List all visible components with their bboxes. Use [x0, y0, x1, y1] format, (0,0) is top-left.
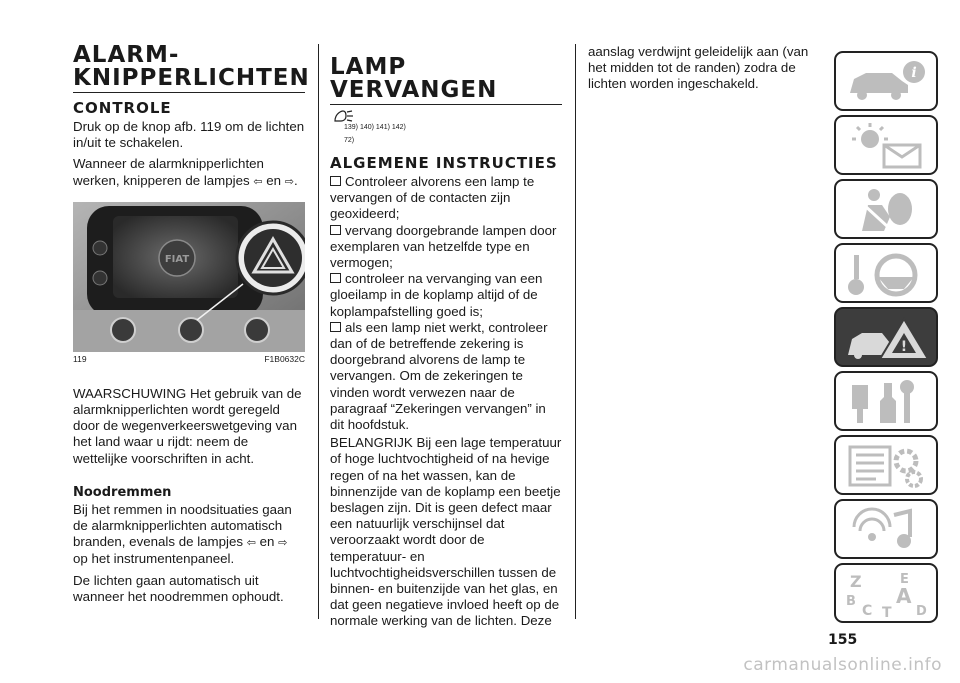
paragraph-indicators: [73, 156, 305, 189]
multimedia-icon: [844, 507, 932, 553]
column-alarm: [73, 42, 310, 610]
dashboard-illustration: [73, 202, 305, 352]
column-continued: [588, 44, 810, 98]
list-item-text: Controleer alvorens een lamp te vervangen of de contacten zijn geoxideerd;: [330, 174, 535, 222]
index-letter: Z: [850, 572, 862, 591]
checkbox-bullet-icon: [330, 322, 341, 332]
list-item-text: controleer na vervanging van een gloeilamp in de koplamp altijd of de koplampafstelling goed is;: [330, 271, 543, 319]
svg-text:i: i: [911, 65, 917, 81]
list-item-text: als een lamp niet werkt, controleer dan of de betreffende zekering is doorgebrand alvorens de lamp te vervangen. Om de zekeringen te vinden wordt verwezen naar de paragraaf “Zekeringen vervangen” in dit hoofdstuk.: [330, 319, 548, 433]
airbag-safety-icon: [844, 187, 932, 233]
turn-left-indicator-icon: ⇦: [246, 537, 256, 550]
paragraph-press-button: Druk op de knop afb. 119 om de lichten in/uit te schakelen.: [73, 119, 305, 151]
list-item: [330, 320, 562, 433]
technical-data-icon: [844, 443, 932, 489]
index-letter: B: [846, 594, 856, 609]
paragraph-continued: aanslag verdwijnt geleidelijk aan (van het midden tot de randen) zodra de lichten worden ingeschakeld.: [588, 44, 809, 92]
tab-technical-data[interactable]: [834, 435, 938, 495]
tab-maintenance[interactable]: [834, 371, 938, 431]
subtitle-noodremmen: Noodremmen: [73, 484, 172, 500]
column-divider: [575, 44, 576, 619]
text-part: op het instrumentenpaneel.: [73, 551, 235, 567]
turn-right-indicator-icon: ⇨: [278, 537, 288, 550]
text-part: Bij het remmen in noodsituaties gaan de alarmknipperlichten automatisch branden, evenals de lampjes: [73, 501, 292, 550]
figure-number: 119: [73, 353, 87, 364]
text-part: en: [262, 172, 285, 188]
paragraph-lights-off: De lichten gaan automatisch uit wanneer het noodremmen ophoudt.: [73, 572, 284, 604]
checkbox-bullet-icon: [330, 225, 341, 235]
figure-caption: [73, 354, 305, 364]
title-rule: [330, 104, 562, 105]
svg-text:FIAT: FIAT: [164, 253, 190, 265]
tab-emergency[interactable]: [834, 307, 938, 367]
checkbox-bullet-icon: [330, 176, 341, 186]
index-letter: A: [896, 584, 912, 608]
tab-car-info[interactable]: [834, 51, 938, 111]
section-title-alarm: [73, 42, 310, 91]
text-part: .: [293, 172, 298, 188]
list-item: [330, 174, 562, 223]
subtitle-controle: CONTROLE: [73, 99, 172, 117]
turn-left-indicator-icon: ⇦: [253, 175, 263, 188]
text-part: en: [255, 534, 279, 550]
list-item: [330, 223, 562, 272]
title-line-2: KNIPPERLICHTEN: [73, 65, 310, 91]
title-line-1: ALARM-: [73, 42, 180, 68]
tab-airbag-safety[interactable]: [834, 179, 938, 239]
svg-text:!: !: [900, 339, 908, 355]
index-icon: [844, 571, 932, 617]
key-steering-icon: [844, 251, 932, 297]
lights-messages-icon: [844, 123, 932, 169]
reference-numbers-2: 72): [344, 137, 355, 144]
title-rule: [73, 92, 305, 93]
index-letter: T: [882, 605, 892, 617]
watermark: carmanualsonline.info: [743, 655, 942, 675]
emergency-triangle-icon: [844, 315, 932, 361]
index-letter: E: [900, 572, 909, 587]
page-number: 155: [828, 632, 858, 648]
figure-code: F1B0632C: [264, 353, 305, 364]
column-divider: [318, 44, 319, 619]
paragraph-important: BELANGRIJK Bij een lage temperatuur of hoge luchtvochtigheid of na hevige regen of na het wassen, kan de binnenzijde van de koplamp een beetje beslagen zijn. Dit is geen defect maar een natuurlijk verschijnsel dat veroorzaakt wordt door de temperatuur- en luchtvochtigheidsverschillen tussen de binnen- en buitenzijde van het glas, en dat geen negatieve invloed heeft op de normale werking van de lichten. Deze: [330, 435, 562, 629]
subtitle-general-instructions: ALGEMENE INSTRUCTIES: [330, 154, 558, 172]
tab-index[interactable]: [834, 563, 938, 623]
figure-hazard-button: [73, 202, 305, 352]
column-lamp: [330, 44, 562, 635]
paragraph-emergency-braking: [73, 502, 305, 568]
tab-key-steering[interactable]: [834, 243, 938, 303]
turn-right-indicator-icon: ⇨: [284, 175, 294, 188]
chapter-tabs: [826, 51, 942, 627]
maintenance-icon: [844, 379, 932, 425]
paragraph-warning: WAARSCHUWING Het gebruik van de alarmknipperlichten wordt geregeld door de wegenverkeerswetgeving van het land waar u rijdt: neem de wettelijke voorschriften in acht.: [73, 385, 302, 466]
list-item: [330, 271, 562, 320]
index-letter: C: [862, 603, 873, 617]
section-title-lamp: LAMP VERVANGEN: [330, 54, 498, 103]
reference-numbers: 139) 140) 141) 142): [344, 124, 406, 131]
tab-multimedia[interactable]: [834, 499, 938, 559]
index-letter: D: [916, 604, 927, 617]
tab-lights-messages[interactable]: [834, 115, 938, 175]
text-part: Wanneer de alarmknipperlichten werken, knipperen de lampjes: [73, 156, 264, 188]
checkbox-bullet-icon: [330, 273, 341, 283]
list-item-text: vervang doorgebrande lampen door exemplaren van hetzelfde type en vermogen;: [330, 222, 557, 271]
car-info-icon: [844, 59, 932, 105]
